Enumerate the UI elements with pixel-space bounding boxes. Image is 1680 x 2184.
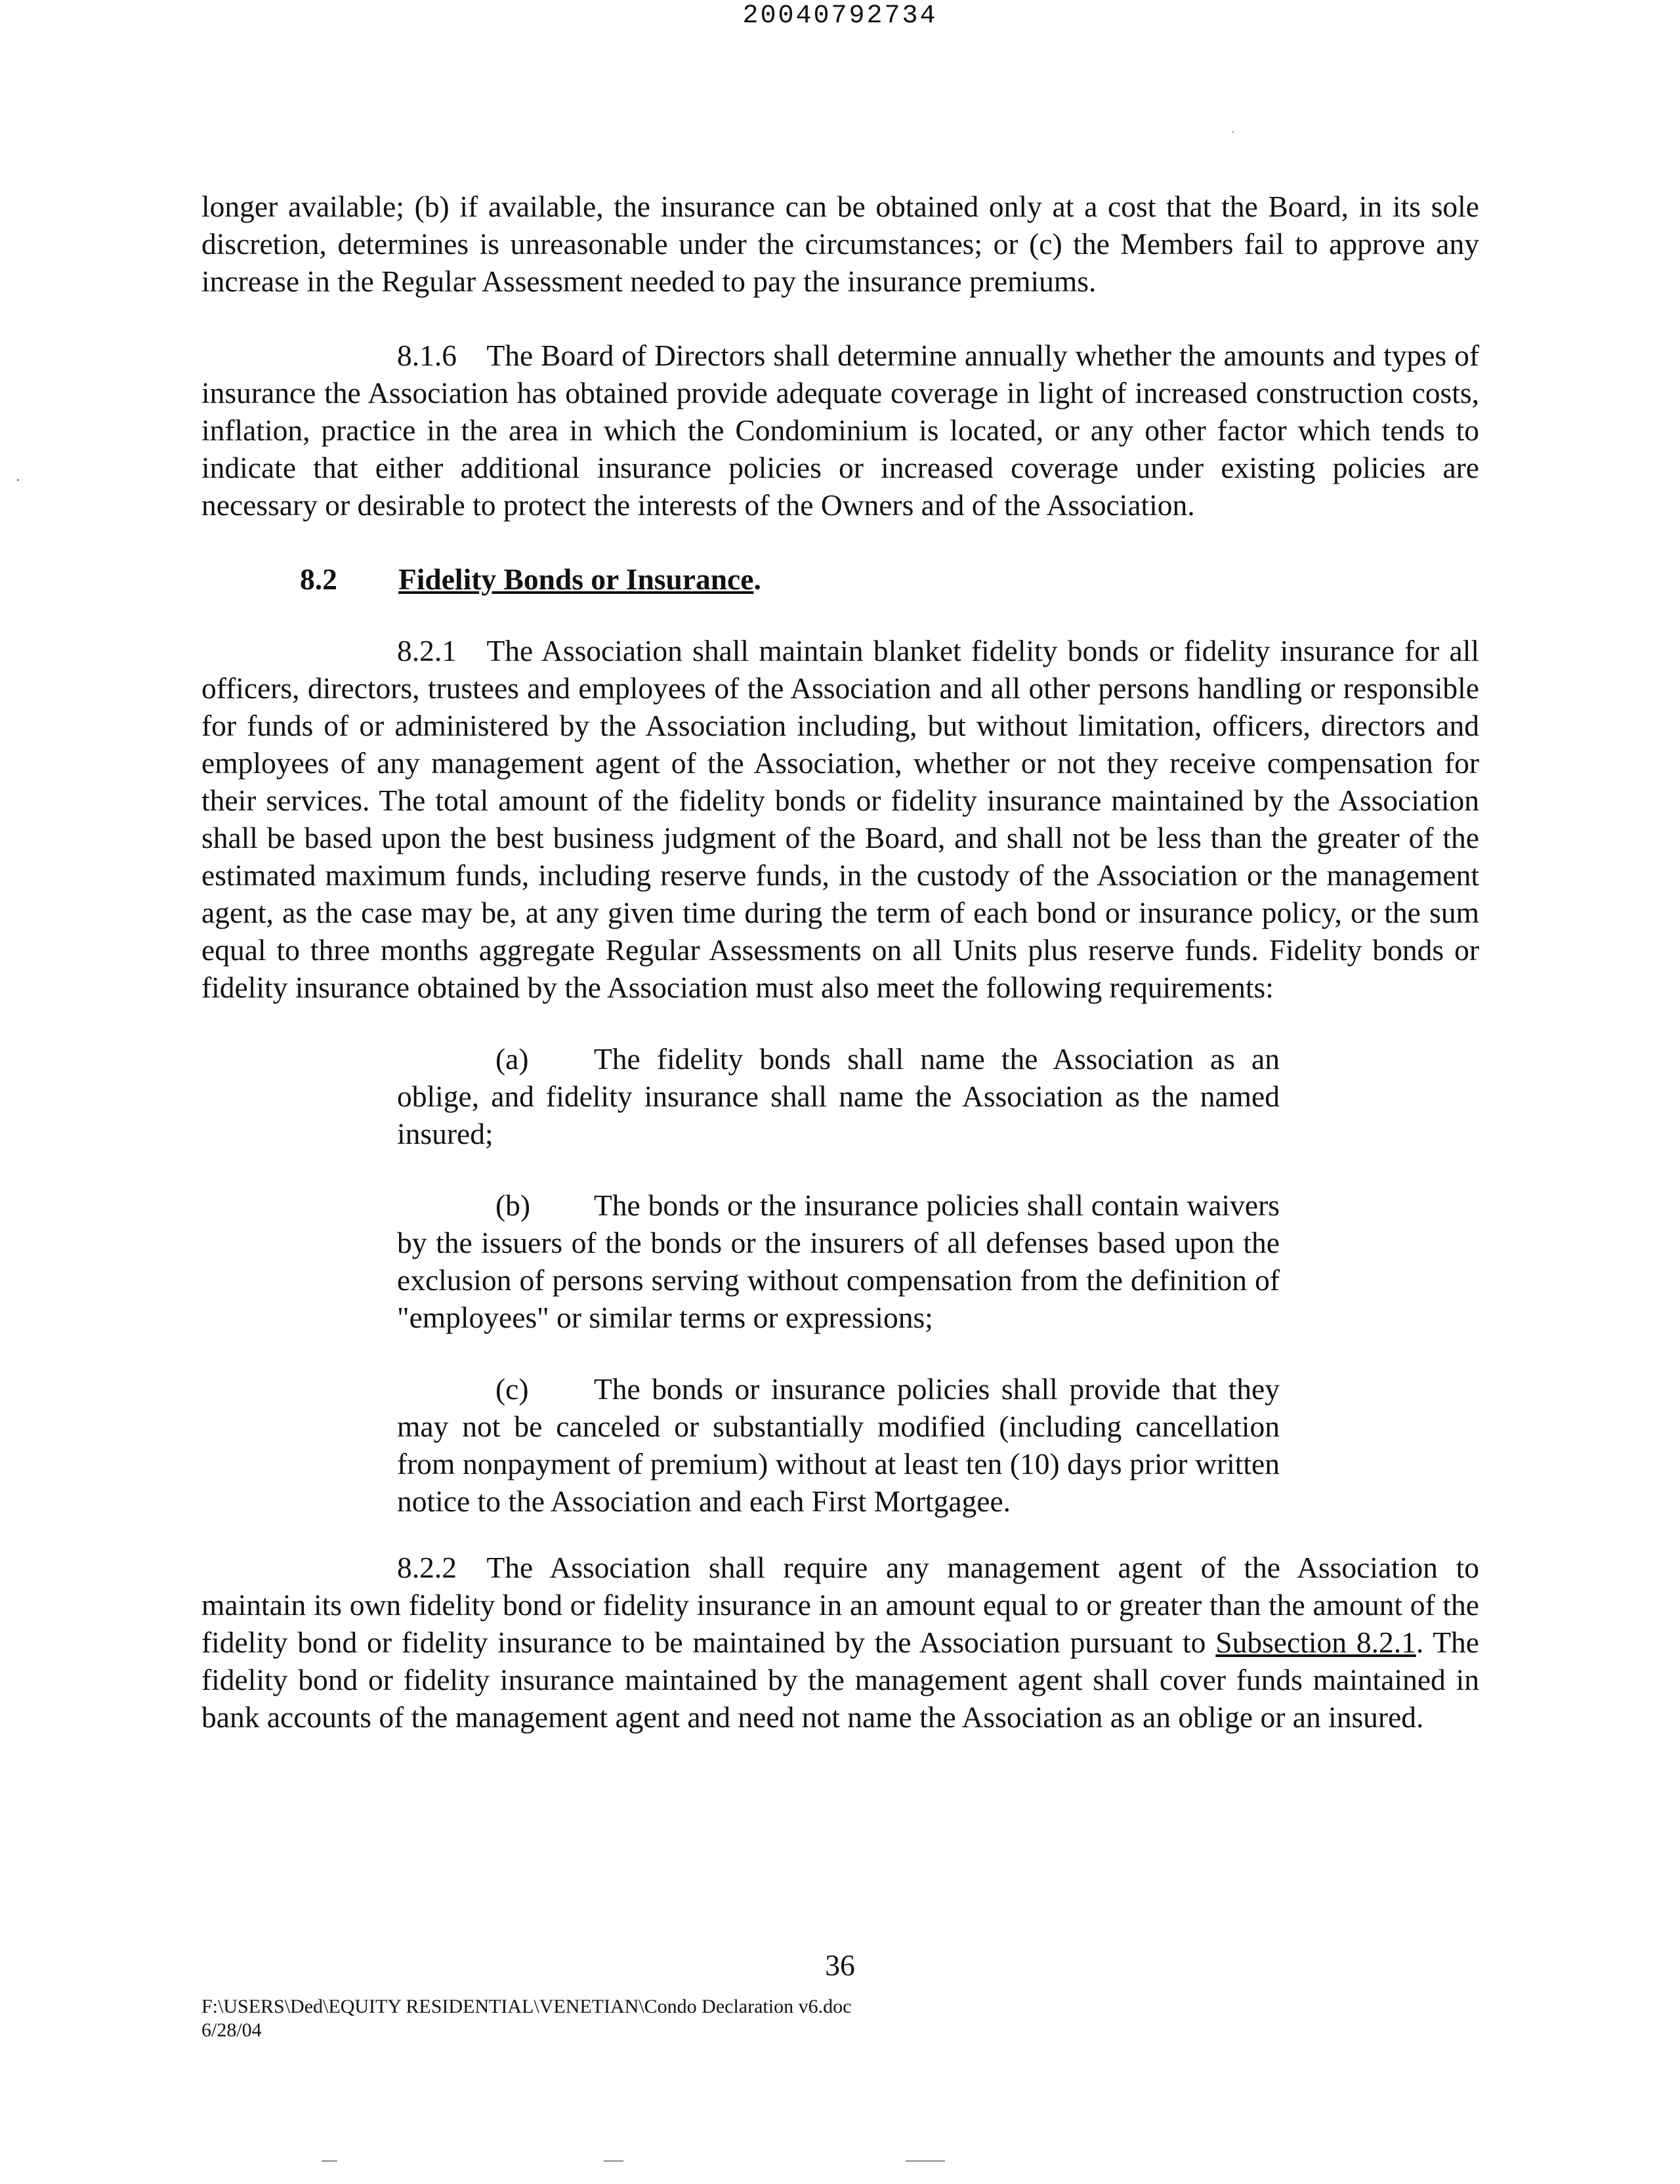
scan-speck: [906, 2160, 945, 2162]
list-item-c: [397, 1370, 1280, 1520]
subsection-reference-link[interactable]: Subsection 8.2.1: [1215, 1626, 1416, 1659]
list-item-text: The fidelity bonds shall name the Association as an oblige, and fidelity insurance shall name the Association as the named insured;: [397, 1042, 1280, 1150]
document-number: 20040792734: [742, 1, 938, 31]
list-item-label: (b): [495, 1188, 531, 1222]
list-item-label: (a): [495, 1042, 529, 1076]
section-title-period: .: [753, 562, 761, 596]
paragraph-8-2-2-text: 8.2.2 The Association shall require any management agent of the Association to maintain its own fidelity bond or fidelity insurance in an amount equal to or greater than the amount of the fidelity bond or fidelity insurance to be maintained by the Association pursuant to: [201, 1551, 1479, 1659]
list-item-text: The bonds or the insurance policies shall contain waivers by the issuers of the bonds or the insurers of all defenses based upon the exclusion of persons serving without compensation from the definition of "employees" or similar terms or expressions;: [397, 1188, 1280, 1334]
paragraph-8-2-1: 8.2.1 The Association shall maintain blanket fidelity bonds or fidelity insurance for all officers, directors, trustees and employees of the Association and all other persons handling or responsible for funds of or administered by the Association including, but without limitation, officers, directors and employees of any management agent of the Association, whether or not they receive compensation for their services. The total amount of the fidelity bonds or fidelity insurance maintained by the Association shall be based upon the best business judgment of the Board, and shall not be less than the greater of the estimated maximum funds, including reserve funds, in the custody of the Association or the management agent, as the case may be, at any given time during the term of each bond or insurance policy, or the sum equal to three months aggregate Regular Assessments on all Units plus reserve funds. Fidelity bonds or fidelity insurance obtained by the Association must also meet the following requirements:: [201, 634, 1479, 1004]
footer-file-path: F:\USERS\Ded\EQUITY RESIDENTIAL\VENETIAN\Condo Declaration v6.doc: [201, 1996, 852, 2017]
list-item-a: [397, 1040, 1280, 1152]
scan-speck: [17, 479, 19, 481]
section-heading-8-2: [201, 560, 1479, 598]
page-body: [201, 188, 1479, 1736]
section-number: 8.2: [300, 562, 337, 596]
scan-speck: [322, 2160, 337, 2162]
paragraph-8-2-2: [201, 1549, 1479, 1736]
list-item-text: The bonds or insurance policies shall provide that they may not be canceled or substantially modified (including cancellation from nonpayment of premium) without at least ten (10) days prior written notice to the Association and each First Mortgagee.: [397, 1372, 1280, 1518]
page-number: 36: [825, 1948, 855, 1982]
paragraph-8-1-6: 8.1.6 The Board of Directors shall determine annually whether the amounts and types of insurance the Association has obtained provide adequate coverage in light of increased construction costs, inflation, practice in the area in which the Condominium is located, or any other factor which tends to indicate that either additional insurance policies or increased coverage under existing policies are necessary or desirable to protect the interests of the Owners and of the Association.: [201, 339, 1479, 522]
paragraph-8-2-2-text-end: . The fidelity bond or fidelity insurance maintained by the management agent shall cover funds maintained in bank accounts of the management agent and need not name the Association as an oblige or an insured.: [201, 1626, 1479, 1734]
footer-date: 6/28/04: [201, 2019, 262, 2041]
section-title: Fidelity Bonds or Insurance: [398, 562, 754, 596]
scan-speck: [1232, 131, 1234, 133]
scan-speck: [604, 2160, 623, 2162]
paragraph-continuation: longer available; (b) if available, the insurance can be obtained only at a cost that the Board, in its sole discretion, determines is unreasonable under the circumstances; or (c) the Members fail to approve any increase in the Regular Assessment needed to pay the insurance premiums.: [201, 190, 1479, 298]
list-item-b: [397, 1186, 1280, 1336]
list-item-label: (c): [495, 1372, 529, 1406]
